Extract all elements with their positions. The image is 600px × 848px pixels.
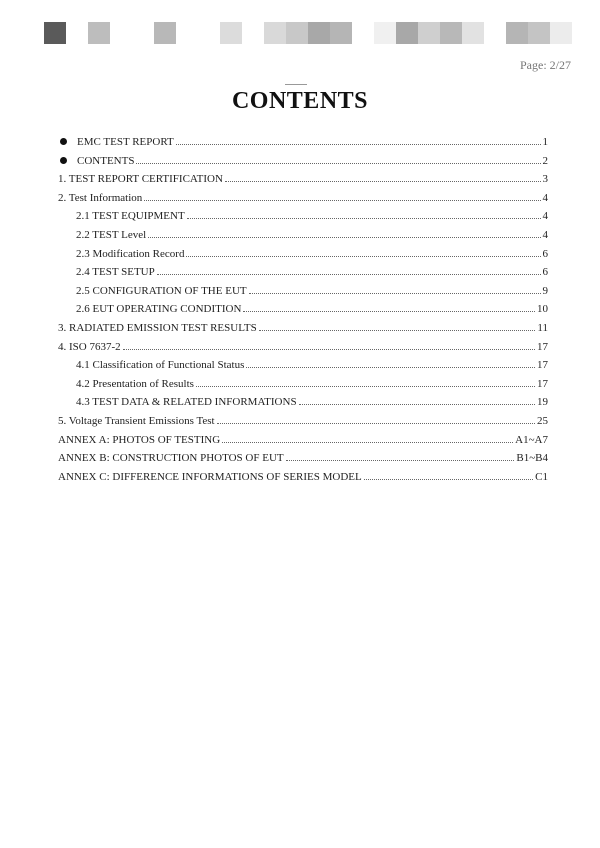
toc-entry[interactable] xyxy=(58,412,548,431)
toc-entry-page: 19 xyxy=(537,396,548,409)
toc-entry-label: CONTENTS xyxy=(58,152,134,171)
toc-entry-page: 10 xyxy=(537,303,548,316)
toc-leader-dots xyxy=(259,330,536,331)
toc-entry-label: 2.1 TEST EQUIPMENT xyxy=(76,210,185,223)
header-block xyxy=(286,22,308,44)
header-block xyxy=(440,22,462,44)
header-logo-strip xyxy=(44,22,574,44)
toc-entry-page: 17 xyxy=(537,377,548,390)
header-block xyxy=(88,22,110,44)
header-block xyxy=(528,22,550,44)
header-block xyxy=(418,22,440,44)
toc-leader-dots xyxy=(222,442,513,443)
header-block xyxy=(550,22,572,44)
toc-entry[interactable] xyxy=(58,207,548,226)
toc-leader-dots xyxy=(249,293,541,294)
toc-entry[interactable] xyxy=(58,468,548,487)
header-block xyxy=(308,22,330,44)
toc-entry-label: 4.1 Classification of Functional Status xyxy=(76,359,245,372)
toc-entry-label: ANNEX B: CONSTRUCTION PHOTOS OF EUT xyxy=(58,452,284,465)
toc-entry-page: 6 xyxy=(542,247,548,260)
toc-entry-label: 2.3 Modification Record xyxy=(76,247,185,260)
header-block xyxy=(44,22,66,44)
header-block xyxy=(330,22,352,44)
page-title: CONTENTS xyxy=(231,88,369,114)
toc-leader-dots xyxy=(196,386,535,387)
toc-entry-label: 2.2 TEST Level xyxy=(76,228,147,241)
toc-entry-page: 17 xyxy=(537,340,548,353)
toc-entry-page: 4 xyxy=(542,191,548,204)
header-block xyxy=(374,22,396,44)
toc-entry[interactable] xyxy=(58,282,548,301)
toc-entry-page: 3 xyxy=(542,173,548,186)
toc-entry-page: 25 xyxy=(537,414,548,427)
toc-entry-label: 5. Voltage Transient Emissions Test xyxy=(58,414,215,427)
toc-leader-dots xyxy=(187,218,541,219)
header-block xyxy=(220,22,242,44)
toc-leader-dots xyxy=(157,274,541,275)
toc-entry-page: B1~B4 xyxy=(516,452,548,465)
page-number: Page: 2/27 xyxy=(520,58,571,72)
toc-entry-page: 9 xyxy=(542,284,548,297)
toc-entry[interactable] xyxy=(58,170,548,189)
header-block xyxy=(154,22,176,44)
toc-leader-dots xyxy=(246,367,535,368)
toc-leader-dots xyxy=(243,311,535,312)
toc-entry[interactable] xyxy=(58,449,548,468)
toc-leader-dots xyxy=(299,404,535,405)
toc-entry[interactable] xyxy=(58,356,548,375)
toc-entry[interactable] xyxy=(58,263,548,282)
toc-entry[interactable] xyxy=(58,431,548,450)
toc-entry[interactable] xyxy=(58,300,548,319)
title-rule xyxy=(285,84,307,85)
toc-entry-label: 2.5 CONFIGURATION OF THE EUT xyxy=(76,284,247,297)
toc-leader-dots xyxy=(144,200,540,201)
toc-entry-label: EMC TEST REPORT xyxy=(58,133,174,152)
toc-entry-label: ANNEX A: PHOTOS OF TESTING xyxy=(58,433,221,446)
toc-entry[interactable] xyxy=(58,245,548,264)
toc-entry[interactable] xyxy=(58,319,548,338)
toc-entry-page: 1 xyxy=(542,136,548,148)
toc-leader-dots xyxy=(176,144,541,145)
toc-leader-dots xyxy=(217,423,535,424)
toc-entry[interactable] xyxy=(58,375,548,394)
toc-entry-label: 2.4 TEST SETUP xyxy=(76,266,155,279)
toc-entry[interactable] xyxy=(58,189,548,208)
table-of-contents xyxy=(58,133,548,486)
toc-entry[interactable] xyxy=(58,338,548,357)
toc-entry[interactable] xyxy=(58,152,548,171)
toc-leader-dots xyxy=(148,237,540,238)
toc-entry-page: A1~A7 xyxy=(515,433,548,446)
toc-leader-dots xyxy=(286,460,515,461)
toc-entry-page: 4 xyxy=(542,210,548,223)
toc-entry-label: 2. Test Information xyxy=(58,191,143,204)
header-block xyxy=(506,22,528,44)
toc-entry-label: 3. RADIATED EMISSION TEST RESULTS xyxy=(58,321,257,334)
toc-entry[interactable] xyxy=(58,393,548,412)
toc-entry-page: 17 xyxy=(537,359,548,372)
toc-entry-label: 4. ISO 7637-2 xyxy=(58,340,121,353)
toc-entry[interactable] xyxy=(58,226,548,245)
toc-entry[interactable] xyxy=(58,133,548,152)
toc-entry-page: 4 xyxy=(542,228,548,241)
toc-leader-dots xyxy=(186,256,540,257)
toc-entry-label: 4.3 TEST DATA & RELATED INFORMATIONS xyxy=(76,396,297,409)
toc-entry-page: 6 xyxy=(542,266,548,279)
header-block xyxy=(462,22,484,44)
toc-entry-label: 1. TEST REPORT CERTIFICATION xyxy=(58,173,223,186)
toc-entry-page: 2 xyxy=(542,154,548,167)
toc-entry-page: C1 xyxy=(535,470,548,483)
toc-entry-page: 11 xyxy=(537,321,548,334)
toc-leader-dots xyxy=(123,349,535,350)
toc-entry-label: 4.2 Presentation of Results xyxy=(76,377,194,390)
toc-entry-label: ANNEX C: DIFFERENCE INFORMATIONS OF SERIES MODEL xyxy=(58,470,362,483)
toc-entry-label: 2.6 EUT OPERATING CONDITION xyxy=(76,303,242,316)
toc-leader-dots xyxy=(136,163,540,164)
toc-leader-dots xyxy=(364,479,533,480)
header-block xyxy=(264,22,286,44)
header-block xyxy=(396,22,418,44)
toc-leader-dots xyxy=(225,181,541,182)
